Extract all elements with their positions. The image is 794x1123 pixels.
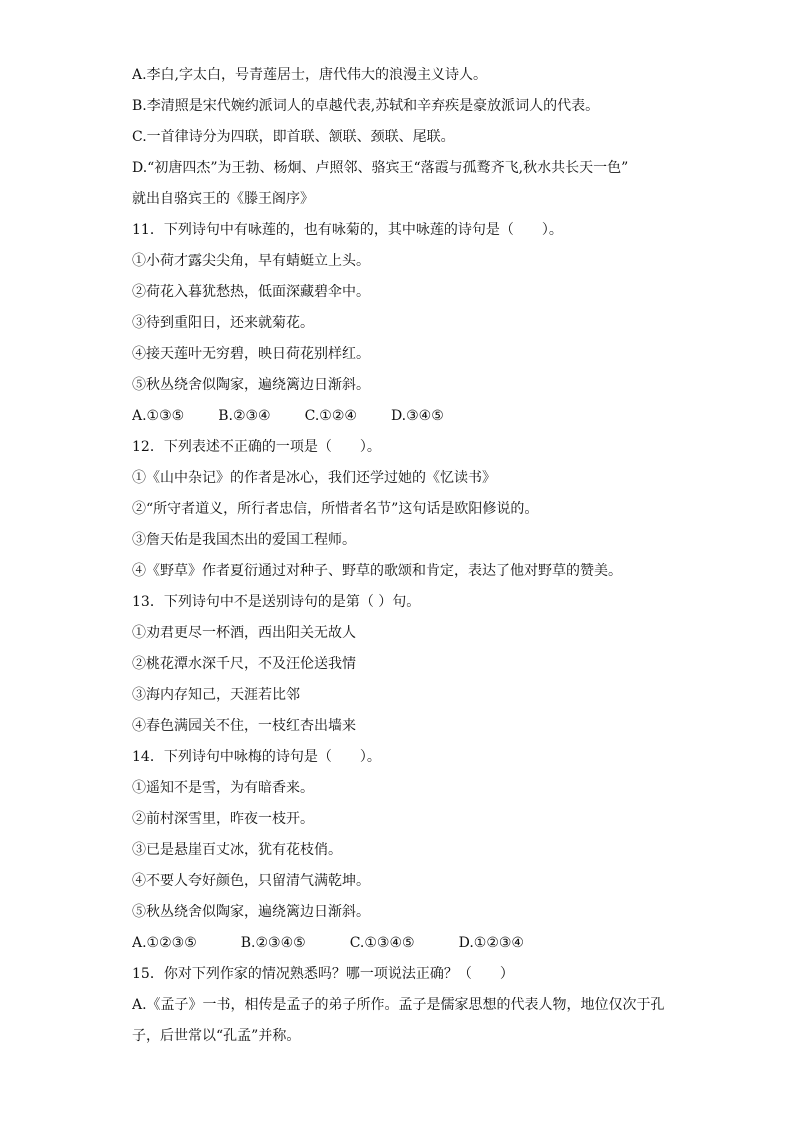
q15-stem: 15．你对下列作家的情况熟悉吗？哪一项说法正确？（ ） bbox=[132, 966, 514, 982]
q12-item-2: ②“所守者道义，所行者忠信，所惜者名节”这句话是欧阳修说的。 bbox=[132, 501, 539, 517]
q10-option-d: D.“初唐四杰”为王勃、杨炯、卢照邻、骆宾王“落霞与孤鹜齐飞,秋水共长天一色” bbox=[132, 160, 629, 176]
q11-option-a: A.①③⑤ bbox=[132, 408, 185, 424]
q14-option-d: D.①②③④ bbox=[458, 935, 524, 951]
q13-item-1: ①劝君更尽一杯酒，西出阳关无故人 bbox=[132, 625, 356, 641]
q14-item-3: ③已是悬崖百丈冰，犹有花枝俏。 bbox=[132, 842, 342, 858]
q11-item-3: ③待到重阳日，还来就菊花。 bbox=[132, 315, 314, 331]
q12-stem: 12．下列表述不正确的一项是（ ）。 bbox=[132, 439, 381, 455]
q14-options bbox=[132, 928, 714, 959]
q14-item-1: ①遥知不是雪，为有暗香来。 bbox=[132, 780, 314, 796]
q13-item-3: ③海内存知己，天涯若比邻 bbox=[132, 687, 300, 703]
q10-option-c: C.一首律诗分为四联，即首联、颔联、颈联、尾联。 bbox=[132, 129, 455, 145]
q13-item-4: ④春色满园关不住，一枝红杏出墙来 bbox=[132, 718, 356, 734]
q15-option-a-continued: 子，后世常以“孔孟”并称。 bbox=[132, 1028, 301, 1044]
q14-item-5: ⑤秋丛绕舍似陶家，遍绕篱边日渐斜。 bbox=[132, 904, 370, 920]
q11-options bbox=[132, 401, 714, 432]
q14-stem: 14．下列诗句中咏梅的诗句是（ ）。 bbox=[132, 749, 381, 765]
q11-option-d: D.③④⑤ bbox=[390, 408, 444, 424]
q14-option-a: A.①②③⑤ bbox=[132, 935, 197, 951]
q11-option-c: C.①②④ bbox=[304, 408, 357, 424]
q12-item-4: ④《野草》作者夏衍通过对种子、野草的歌颂和肯定，表达了他对野草的赞美。 bbox=[132, 563, 622, 579]
q11-item-1: ①小荷才露尖尖角，早有蜻蜓立上头。 bbox=[132, 253, 370, 269]
q14-option-b: B.②③④⑤ bbox=[240, 935, 306, 951]
q14-item-2: ②前村深雪里，昨夜一枝开。 bbox=[132, 811, 314, 827]
q15-option-a: A.《孟子》一书，相传是孟子的弟子所作。孟子是儒家思想的代表人物，地位仅次于孔 bbox=[132, 997, 665, 1013]
q12-item-1: ①《山中杂记》的作者是冰心，我们还学过她的《忆读书》 bbox=[132, 470, 496, 486]
q11-item-2: ②荷花入暮犹愁热，低面深藏碧伞中。 bbox=[132, 284, 370, 300]
q11-item-4: ④接天莲叶无穷碧，映日荷花别样红。 bbox=[132, 346, 370, 362]
q14-option-c: C.①③④⑤ bbox=[349, 935, 415, 951]
q10-option-a: A.李白,字太白，号青莲居士，唐代伟大的浪漫主义诗人。 bbox=[132, 67, 488, 83]
q14-item-4: ④不要人夸好颜色，只留清气满乾坤。 bbox=[132, 873, 370, 889]
q10-option-d-continued: 就出自骆宾王的《滕王阁序》 bbox=[132, 191, 314, 207]
q13-stem: 13．下列诗句中不是送别诗句的是第（ ）句。 bbox=[132, 594, 421, 610]
q11-stem: 11．下列诗句中有咏莲的，也有咏菊的，其中咏莲的诗句是（ ）。 bbox=[132, 222, 563, 238]
q13-item-2: ②桃花潭水深千尺，不及汪伦送我情 bbox=[132, 656, 356, 672]
q12-item-3: ③詹天佑是我国杰出的爱国工程师。 bbox=[132, 532, 356, 548]
q11-option-b: B.②③④ bbox=[218, 408, 271, 424]
q10-option-b: B.李清照是宋代婉约派词人的卓越代表,苏轼和辛弃疾是豪放派词人的代表。 bbox=[132, 98, 600, 114]
q11-item-5: ⑤秋丛绕舍似陶家，遍绕篱边日渐斜。 bbox=[132, 377, 370, 393]
